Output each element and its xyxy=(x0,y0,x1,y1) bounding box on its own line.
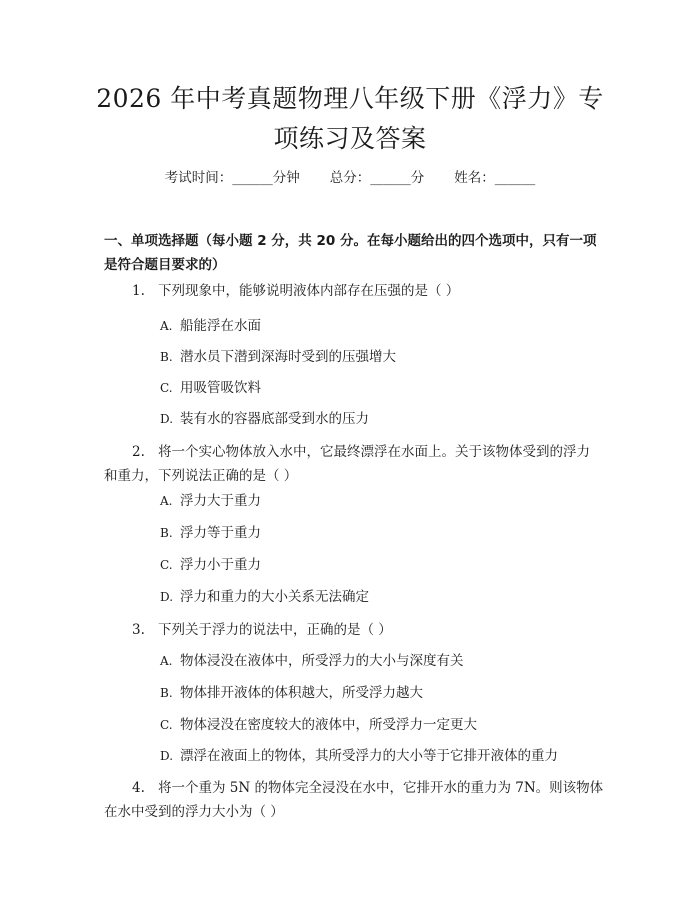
question-2-option-d xyxy=(160,587,600,607)
question-1-option-d xyxy=(160,409,600,429)
question-number: 4. xyxy=(132,780,145,796)
section-heading xyxy=(104,229,604,277)
option-label: B. xyxy=(160,350,173,364)
question-3 xyxy=(104,618,604,642)
question-3-option-d xyxy=(160,746,600,766)
option-text: 浮力小于重力 xyxy=(180,557,261,573)
question-1-option-b xyxy=(160,347,600,367)
option-label: A. xyxy=(160,319,173,333)
question-1-option-a xyxy=(160,316,600,336)
option-text: 漂浮在液面上的物体，其所受浮力的大小等于它排开液体的重力 xyxy=(180,748,558,764)
question-text-line1: 将一个重为 5N 的物体完全浸没在水中，它排开水的重力为 7N。则该物体 xyxy=(158,780,604,796)
option-text: 物体排开液体的体积越大，所受浮力越大 xyxy=(180,685,423,701)
question-2-option-a xyxy=(160,491,600,511)
option-label: C. xyxy=(160,381,173,395)
question-1 xyxy=(104,279,604,303)
option-text: 物体浸没在密度较大的液体中，所受浮力一定更大 xyxy=(180,717,477,733)
exam-time-field: 考试时间：______分钟 xyxy=(164,170,300,186)
question-text-line2: 和重力，下列说法正确的是（ ） xyxy=(104,468,298,484)
option-text: 浮力和重力的大小关系无法确定 xyxy=(180,589,369,605)
option-label: C. xyxy=(160,718,173,732)
option-label: D. xyxy=(160,412,174,426)
question-number: 3. xyxy=(132,622,145,638)
question-2-option-c xyxy=(160,555,600,575)
total-score-field: 总分：______分 xyxy=(329,170,425,186)
option-label: A. xyxy=(160,494,173,508)
question-3-option-a xyxy=(160,651,600,671)
option-label: B. xyxy=(160,526,173,540)
question-2-option-b xyxy=(160,523,600,543)
question-text-line2: 在水中受到的浮力大小为（ ） xyxy=(104,804,284,820)
option-text: 船能浮在水面 xyxy=(180,318,261,334)
exam-title-line2: 项练习及答案 xyxy=(273,124,427,153)
question-4 xyxy=(104,776,604,824)
exam-title-line1: 2026 年中考真题物理八年级下册《浮力》专 xyxy=(96,84,604,113)
option-text: 浮力大于重力 xyxy=(180,493,261,509)
option-label: A. xyxy=(160,654,173,668)
question-3-option-b xyxy=(160,683,600,703)
option-label: B. xyxy=(160,686,173,700)
question-text: 下列现象中，能够说明液体内部存在压强的是（ ） xyxy=(158,283,460,299)
section-heading-line2: 是符合题目要求的） xyxy=(104,257,226,273)
question-1-option-c xyxy=(160,378,600,398)
question-text-line1: 将一个实心物体放入水中，它最终漂浮在水面上。关于该物体受到的浮力 xyxy=(158,444,590,460)
option-text: 浮力等于重力 xyxy=(180,525,261,541)
question-3-option-c xyxy=(160,715,600,735)
question-2 xyxy=(104,440,604,488)
question-number: 1. xyxy=(132,283,145,299)
student-name-field: 姓名：______ xyxy=(454,170,536,186)
exam-info-row xyxy=(0,168,700,188)
option-label: C. xyxy=(160,558,173,572)
option-label: D. xyxy=(160,749,174,763)
option-label: D. xyxy=(160,590,174,604)
option-text: 潜水员下潜到深海时受到的压强增大 xyxy=(180,349,396,365)
question-number: 2. xyxy=(132,444,145,460)
option-text: 物体浸没在液体中，所受浮力的大小与深度有关 xyxy=(180,653,464,669)
question-text: 下列关于浮力的说法中，正确的是（ ） xyxy=(158,622,392,638)
section-heading-line1: 一、单项选择题（每小题 2 分，共 20 分。在每小题给出的四个选项中，只有一项 xyxy=(104,233,597,249)
option-text: 装有水的容器底部受到水的压力 xyxy=(180,411,369,427)
option-text: 用吸管吸饮料 xyxy=(180,380,261,396)
